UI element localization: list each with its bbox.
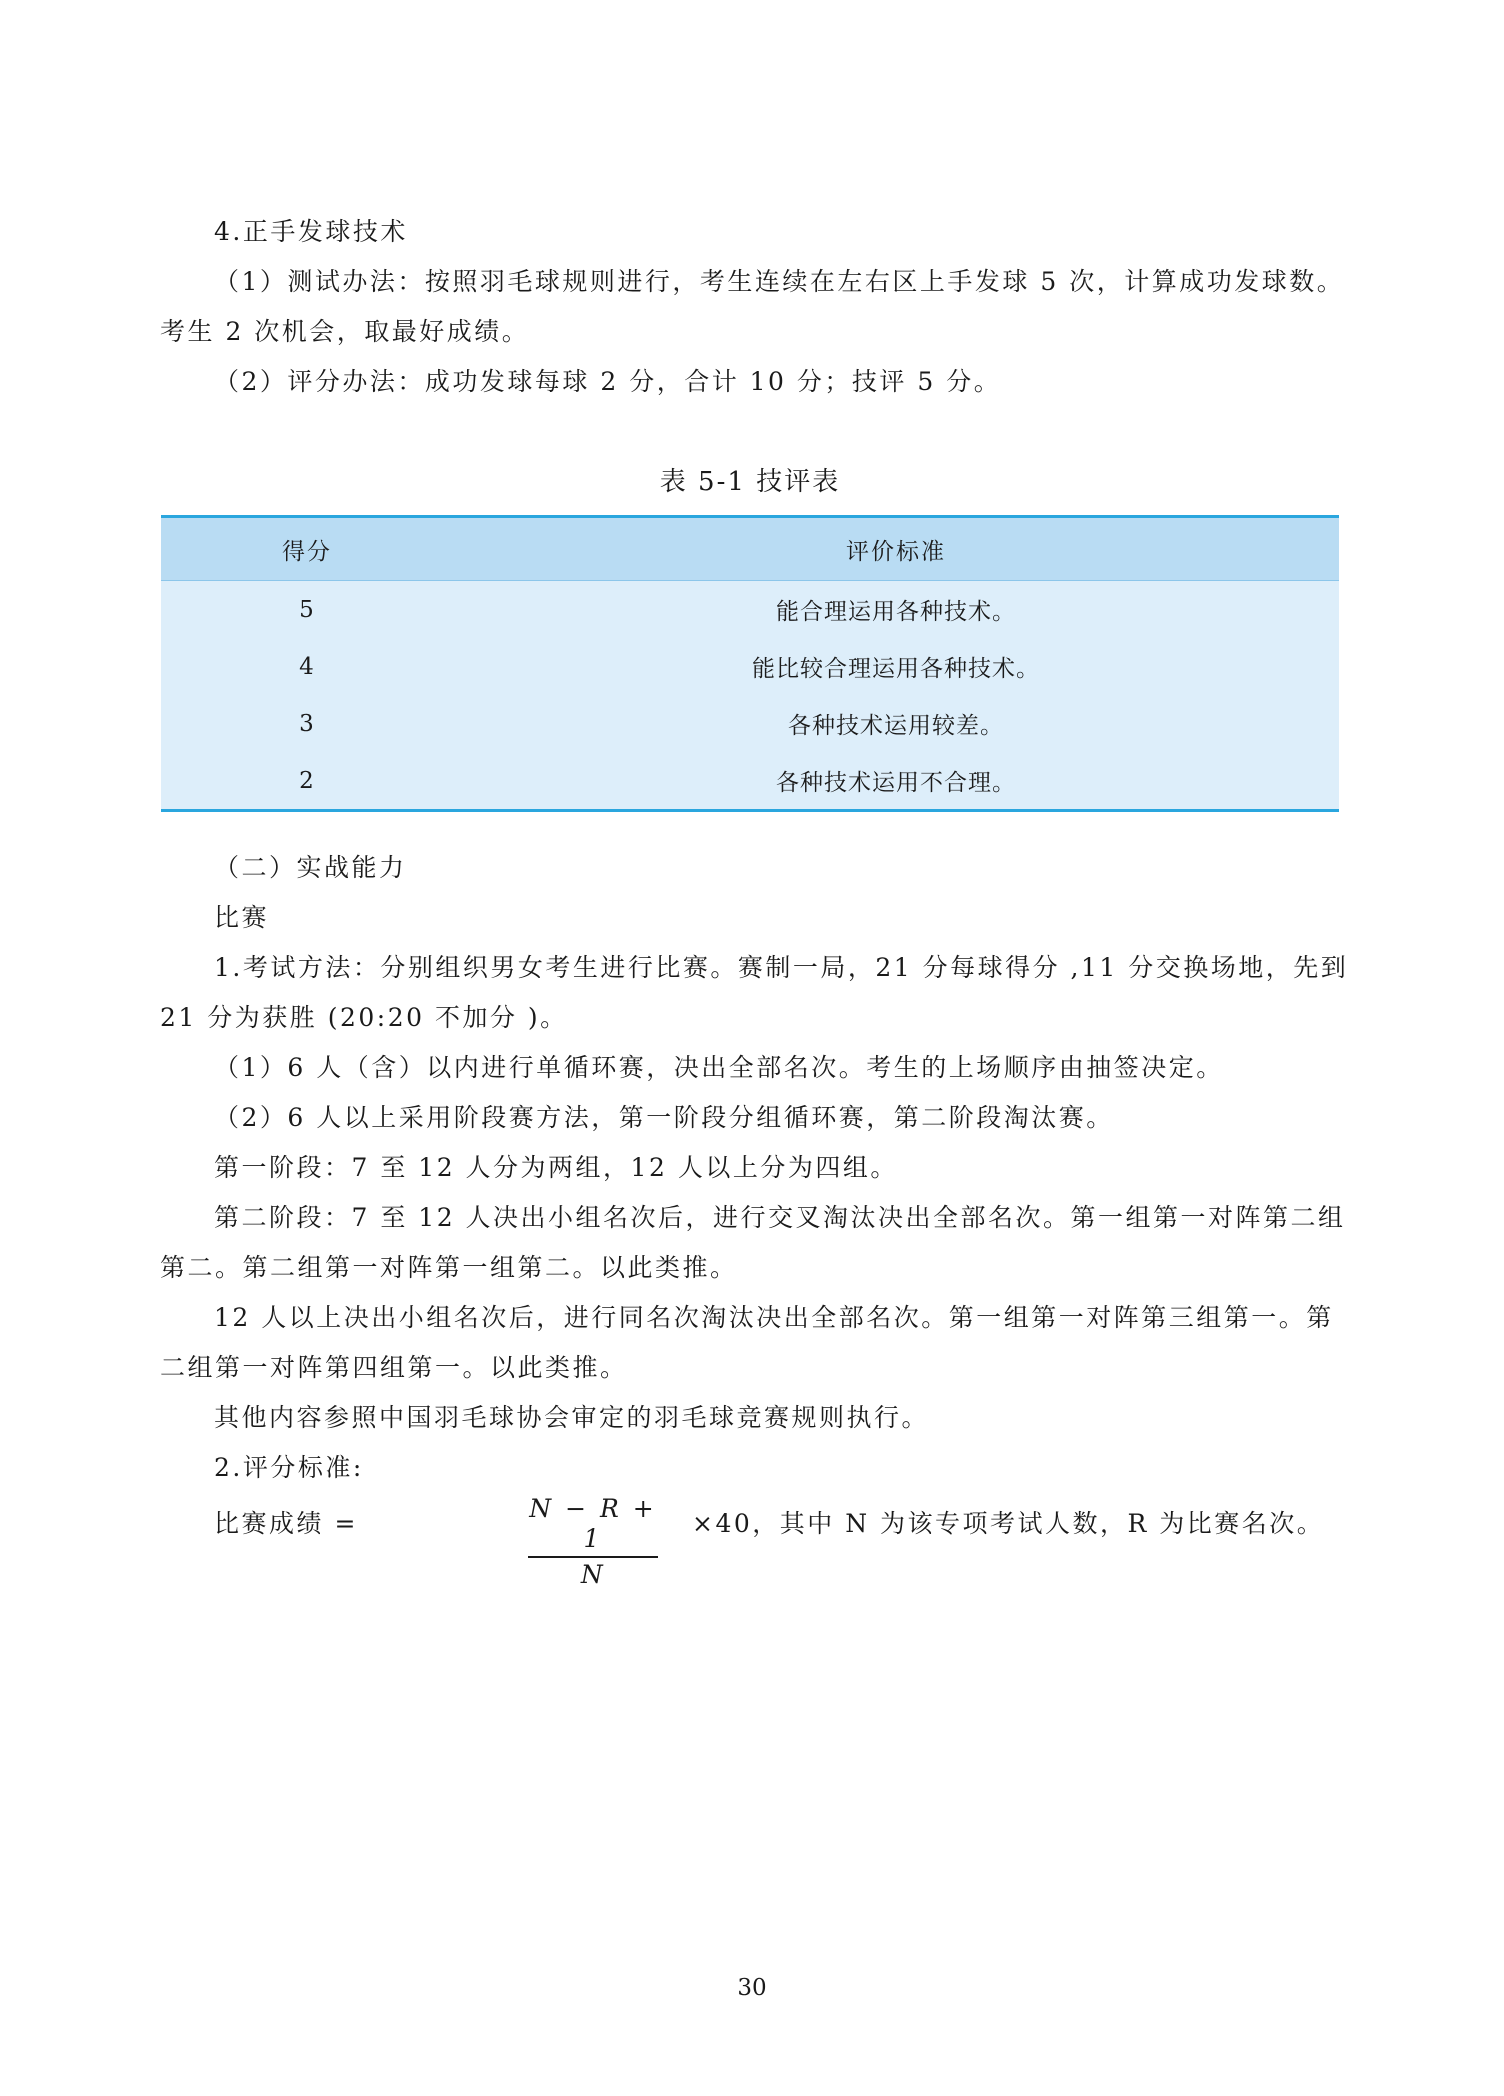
page-number: 30 <box>737 1975 767 2001</box>
cell-criteria: 各种技术运用较差。 <box>453 695 1339 752</box>
formula-explanation: ×40，其中 N 为该专项考试人数，R 为比赛名次。 <box>692 1509 1325 1538</box>
paragraph-test-method: （1）测试办法：按照羽毛球规则进行，考生连续在左右区上手发球 5 次，计算成功发球数。 <box>214 267 1345 296</box>
cell-criteria: 能合理运用各种技术。 <box>453 581 1339 639</box>
paragraph-test-method-cont: 考生 2 次机会，取最好成绩。 <box>160 317 530 346</box>
table-row <box>161 638 1339 695</box>
cell-criteria: 能比较合理运用各种技术。 <box>453 638 1339 695</box>
formula-denominator: N <box>580 1560 606 1589</box>
section-heading-match: （二）实战能力 <box>214 853 407 882</box>
paragraph-stage-one: 第一阶段：7 至 12 人分为两组，12 人以上分为四组。 <box>214 1153 898 1182</box>
paragraph-exam-method: 1.考试方法：分别组织男女考生进行比赛。赛制一局，21 分每球得分 ,11 分交换场地，先到 <box>214 953 1349 982</box>
header-criteria: 评价标准 <box>453 517 1339 581</box>
cell-score: 3 <box>161 695 453 752</box>
cell-score: 2 <box>161 752 453 811</box>
cell-score: 4 <box>161 638 453 695</box>
table-header-row <box>161 517 1339 581</box>
paragraph-stage-two-cont: 第二。第二组第一对阵第一组第二。以此类推。 <box>160 1253 738 1282</box>
table-caption: 表 5-1 技评表 <box>659 467 841 497</box>
section-heading-serve: 4.正手发球技术 <box>214 217 408 246</box>
fraction-bar <box>528 1556 658 1558</box>
paragraph-over-twelve-cont: 二组第一对阵第四组第一。以此类推。 <box>160 1353 628 1382</box>
paragraph-scoring-method: （2）评分办法：成功发球每球 2 分，合计 10 分；技评 5 分。 <box>214 367 1002 396</box>
table-row <box>161 695 1339 752</box>
score-formula <box>160 1494 1340 1589</box>
formula-numerator: N − R + 1 <box>529 1494 657 1553</box>
cell-criteria: 各种技术运用不合理。 <box>453 752 1339 811</box>
table-row <box>161 752 1339 811</box>
formula-fraction <box>528 1494 658 1590</box>
table-row <box>161 581 1339 639</box>
technique-score-table <box>161 515 1339 812</box>
paragraph-stage-two: 第二阶段：7 至 12 人决出小组名次后，进行交叉淘汰决出全部名次。第一组第一对阵第二组 <box>214 1203 1346 1232</box>
header-score: 得分 <box>161 517 453 581</box>
paragraph-scoring-standard: 2.评分标准: <box>214 1453 364 1482</box>
paragraph-other-rules: 其他内容参照中国羽毛球协会审定的羽毛球竞赛规则执行。 <box>214 1403 930 1432</box>
paragraph-over-twelve: 12 人以上决出小组名次后，进行同名次淘汰决出全部名次。第一组第一对阵第三组第一。第 <box>214 1303 1334 1332</box>
paragraph-stage-format: （2）6 人以上采用阶段赛方法，第一阶段分组循环赛，第二阶段淘汰赛。 <box>214 1103 1114 1132</box>
paragraph-round-robin: （1）6 人（含）以内进行单循环赛，决出全部名次。考生的上场顺序由抽签决定。 <box>214 1053 1224 1082</box>
paragraph-exam-method-cont: 21 分为获胜 (20:20 不加分 )。 <box>160 1003 568 1032</box>
subheading-match: 比赛 <box>214 903 270 932</box>
cell-score: 5 <box>161 581 453 639</box>
formula-label: 比赛成绩 = <box>214 1509 358 1538</box>
